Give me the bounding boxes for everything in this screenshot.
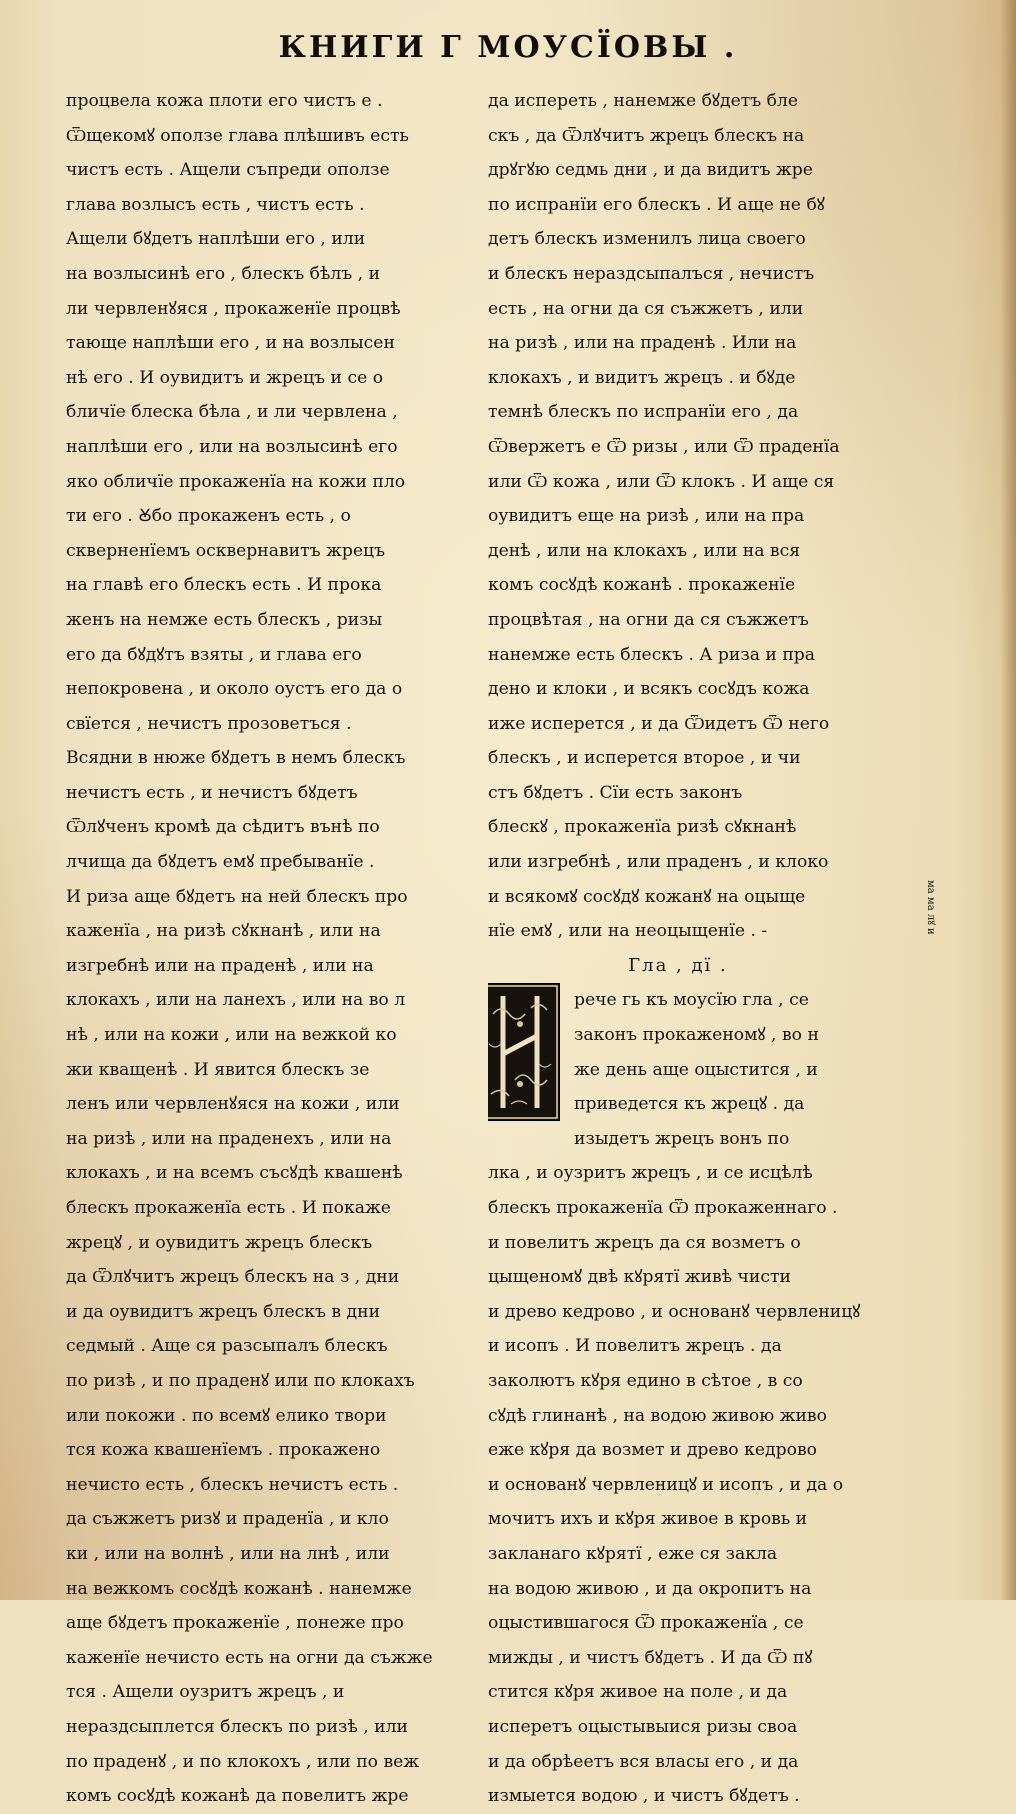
text-line: мижды , и чистъ бꙋдетъ . И да Ѿ пꙋ [488,1647,813,1668]
text-line: женъ на немже есть блескъ , ризы [66,609,383,630]
text-line: иже исперется , и да Ѿидетъ Ѿ него [488,713,830,734]
binding-shadow [1000,0,1016,1600]
right-column-top-text [488,84,868,949]
text-line: или изгребнѣ , или праденъ , и клоко [488,852,829,873]
text-line: на возлысинѣ его , блескъ бѣлъ , и [66,263,381,284]
text-line: седмый . Аще ся разсыпалъ блескъ [66,1336,388,1357]
text-line: тающе наплѣши его , и на возлысен [66,333,395,354]
text-line: же день аще оцыстится , и [574,1059,818,1080]
text-line: и блескъ нераздсыпалъся , нечистъ [488,263,815,284]
text-line: ли червленꙋяся , прокаженїе процвѣ [66,298,401,319]
text-line: глава возлысъ есть , чистъ есть . [66,194,365,215]
chapter-opening [488,983,868,1813]
text-line: тся . Ащели оузритъ жрецъ , и [66,1682,345,1703]
text-line: скверненїемъ осквернавитъ жрецъ [66,540,386,561]
text-line: заколютъ кꙋря едино в сѣтое , в со [488,1370,803,1391]
text-line: клокахъ , и на всемъ съсꙋдѣ квашенѣ [66,1163,403,1184]
running-header: КНИГИ Г МОУСЇОВЫ . [278,30,738,65]
text-line: нанемже есть блескъ . А риза и пра [488,644,816,665]
text-line: яко обличїе прокаженїа на кожи пло [66,471,406,492]
text-line: оувидитъ еще на ризѣ , или на пра [488,506,805,527]
text-line: аще бꙋдетъ прокаженїе , понеже про [66,1613,404,1634]
text-line: блескꙋ , прокаженїа ризѣ сꙋкнанѣ [488,817,797,838]
text-line: цыщеномꙋ двѣ кꙋрятї живѣ чисти [488,1267,791,1288]
text-line: исперетъ оцыстывыися ризы своа [488,1716,798,1737]
text-line: клокахъ , и видитъ жрецъ . и бꙋде [488,367,796,388]
text-line: комъ сосꙋдѣ кожанѣ да повелитъ жре [66,1786,409,1807]
text-line: законъ прокаженомꙋ , во н [574,1025,819,1046]
text-line: денѣ , или на клокахъ , или на вся [488,540,801,561]
text-line: да испереть , нанемже бꙋдетъ бле [488,91,799,111]
text-line: и основанꙋ червленицꙋ и исопъ , и да о [488,1474,844,1495]
text-line: ти его . Ꙋбо прокаженъ есть , о [66,506,351,527]
text-line: на ризѣ , или на праденѣ . Или на [488,333,797,354]
text-line: Всядни в нюже бꙋдетъ в немъ блескъ [66,748,406,769]
text-line: лка , и оузритъ жрецъ , и се исцѣлѣ [488,1163,813,1184]
text-line: на ризѣ , или на праденехъ , или на [66,1128,392,1149]
text-line: чистъ есть . Ащели съпреди оползе [66,160,390,181]
text-line: тся кожа квашенїемъ . прокажено [66,1440,381,1461]
text-line: дено и клоки , и всякъ сосꙋдъ кожа [488,679,810,700]
text-line: сꙋдѣ глинанѣ , на водою живою живо [488,1405,827,1426]
text-line: ленъ или червленꙋяся на кожи , или [66,1094,400,1115]
text-line: на главѣ его блескъ есть . И прока [66,575,382,596]
text-line: и всякомꙋ сосꙋдꙋ кожанꙋ на оцыще [488,886,806,907]
text-line: есть , на огни да ся съжжетъ , или [488,298,804,319]
text-line: и древо кедрово , и основанꙋ червленицꙋ [488,1301,861,1322]
right-column [488,84,868,1814]
text-line: да Ѿлꙋчитъ жрецъ блескъ на з , дни [66,1267,400,1288]
text-line: нѣ его . И оувидитъ и жрецъ и се о [66,367,384,388]
text-line: Ѿщекомꙋ оползе глава плѣшивъ есть [66,125,409,146]
text-line: Ащели бꙋдетъ наплѣши его , или [66,229,366,250]
text-line: жрецꙋ , и оувидитъ жрецъ блескъ [66,1232,373,1253]
text-line: по ризѣ , и по праденꙋ или по клокахъ [66,1370,415,1391]
text-line: нѣ , или на кожи , или на вежкой ко [66,1025,397,1046]
text-line: рече гь къ моусїю гла , се [574,990,809,1011]
text-line: мочитъ ихъ и кꙋря живое в кровь и [488,1509,808,1530]
text-line: И риза аще бꙋдетъ на ней блескъ про [66,886,408,907]
text-line: по испранїи его блескъ . И аще не бꙋ [488,194,825,215]
text-line: и да обрѣеетъ вся власы его , и да [488,1751,799,1772]
text-line: еже кꙋря да возмет и древо кедрово [488,1440,817,1461]
text-line: бличїе блеска бѣла , и ли червлена , [66,402,398,423]
text-line: Ѿлꙋченъ кромѣ да сѣдитъ вънѣ по [66,817,380,838]
decorated-initial-icon [488,983,560,1121]
text-line: ки , или на волнѣ , или на лнѣ , или [66,1543,390,1564]
text-line: и да оувидитъ жрецъ блескъ в дни [66,1301,381,1322]
text-line: блескъ прокаженїа есть . И покаже [66,1198,391,1218]
text-line: на вежкомъ сосꙋдѣ кожанѣ . нанемже [66,1578,412,1599]
text-line: свїется , нечистъ прозоветъся . [66,713,352,734]
text-line: или Ѿ кожа , или Ѿ клокъ . И аще ся [488,471,835,492]
text-line: темнѣ блескъ по испранїи его , да [488,402,799,423]
text-line: блескъ , и исперется второе , и чи [488,748,801,769]
text-line: процвѣтая , на огни да ся съжжетъ [488,609,809,630]
left-column [66,84,476,1814]
text-line: изыдетъ жрецъ вонъ по [574,1128,790,1149]
text-line: измыется водою , и чистъ бꙋдетъ . [488,1786,800,1807]
text-line: непокровена , и около оустъ его да о [66,679,403,700]
chapter-heading: Гла , дї . [628,954,728,976]
text-line: стится кꙋря живое на поле , и да [488,1682,788,1703]
text-line: изгребнѣ или на праденѣ , или на [66,955,374,976]
text-line: да съжжетъ ризꙋ и праденїа , и кло [66,1509,389,1530]
text-line: и исопъ . И повелитъ жрецъ . да [488,1336,782,1357]
text-line: Ѿвержетъ е Ѿ ризы , или Ѿ праденїа [488,436,840,457]
text-line: блескъ прокаженїа Ѿ прокаженнаго . [488,1198,838,1218]
text-line: нїе емꙋ , или на неоцыщенїе . - [488,921,768,942]
text-line: и повелитъ жрецъ да ся возметъ о [488,1232,801,1253]
text-line: детъ блескъ изменилъ лица своего [488,229,806,250]
text-line: дрꙋгꙋю седмь дни , и да видитъ жре [488,160,813,181]
text-line: клокахъ , или на ланехъ , или на во л [66,990,406,1011]
text-line: скъ , да Ѿлꙋчитъ жрецъ блескъ на [488,125,805,146]
text-line: или покожи . по всемꙋ елико твори [66,1405,387,1426]
text-line: его да бꙋдꙋтъ взяты , и глава его [66,644,362,665]
text-line: лчища да бꙋдетъ емꙋ пребыванїе . [66,852,375,873]
margin-note: ма ма лꙋ и [925,880,936,935]
text-line: оцыстившагося Ѿ прокаженїа , се [488,1613,804,1634]
text-line: нечистъ есть , и нечистъ бꙋдетъ [66,782,358,803]
text-line: нераздсыплется блескъ по ризѣ , или [66,1716,409,1737]
text-line: закланаго кꙋрятї , еже ся закла [488,1543,778,1564]
text-line: по праденꙋ , и по клокохъ , или по веж [66,1751,420,1772]
text-line: комъ сосꙋдѣ кожанѣ . прокаженїе [488,575,796,596]
text-line: каженїе нечисто есть на огни да съжже [66,1647,433,1668]
text-line: стъ бꙋдетъ . Сїи есть законъ [488,782,743,803]
text-line: приведется къ жрецꙋ . да [574,1094,805,1115]
text-line: наплѣши его , или на возлысинѣ его [66,436,398,457]
text-line: каженїа , на ризѣ сꙋкнанѣ , или на [66,921,381,942]
text-line: на водою живою , и да окропитъ на [488,1578,812,1599]
text-line: процвела кожа плоти его чистъ е . [66,91,383,111]
text-line: жи кващенѣ . И явится блескъ зе [66,1059,370,1080]
text-line: нечисто есть , блескъ нечистъ есть . [66,1474,399,1495]
